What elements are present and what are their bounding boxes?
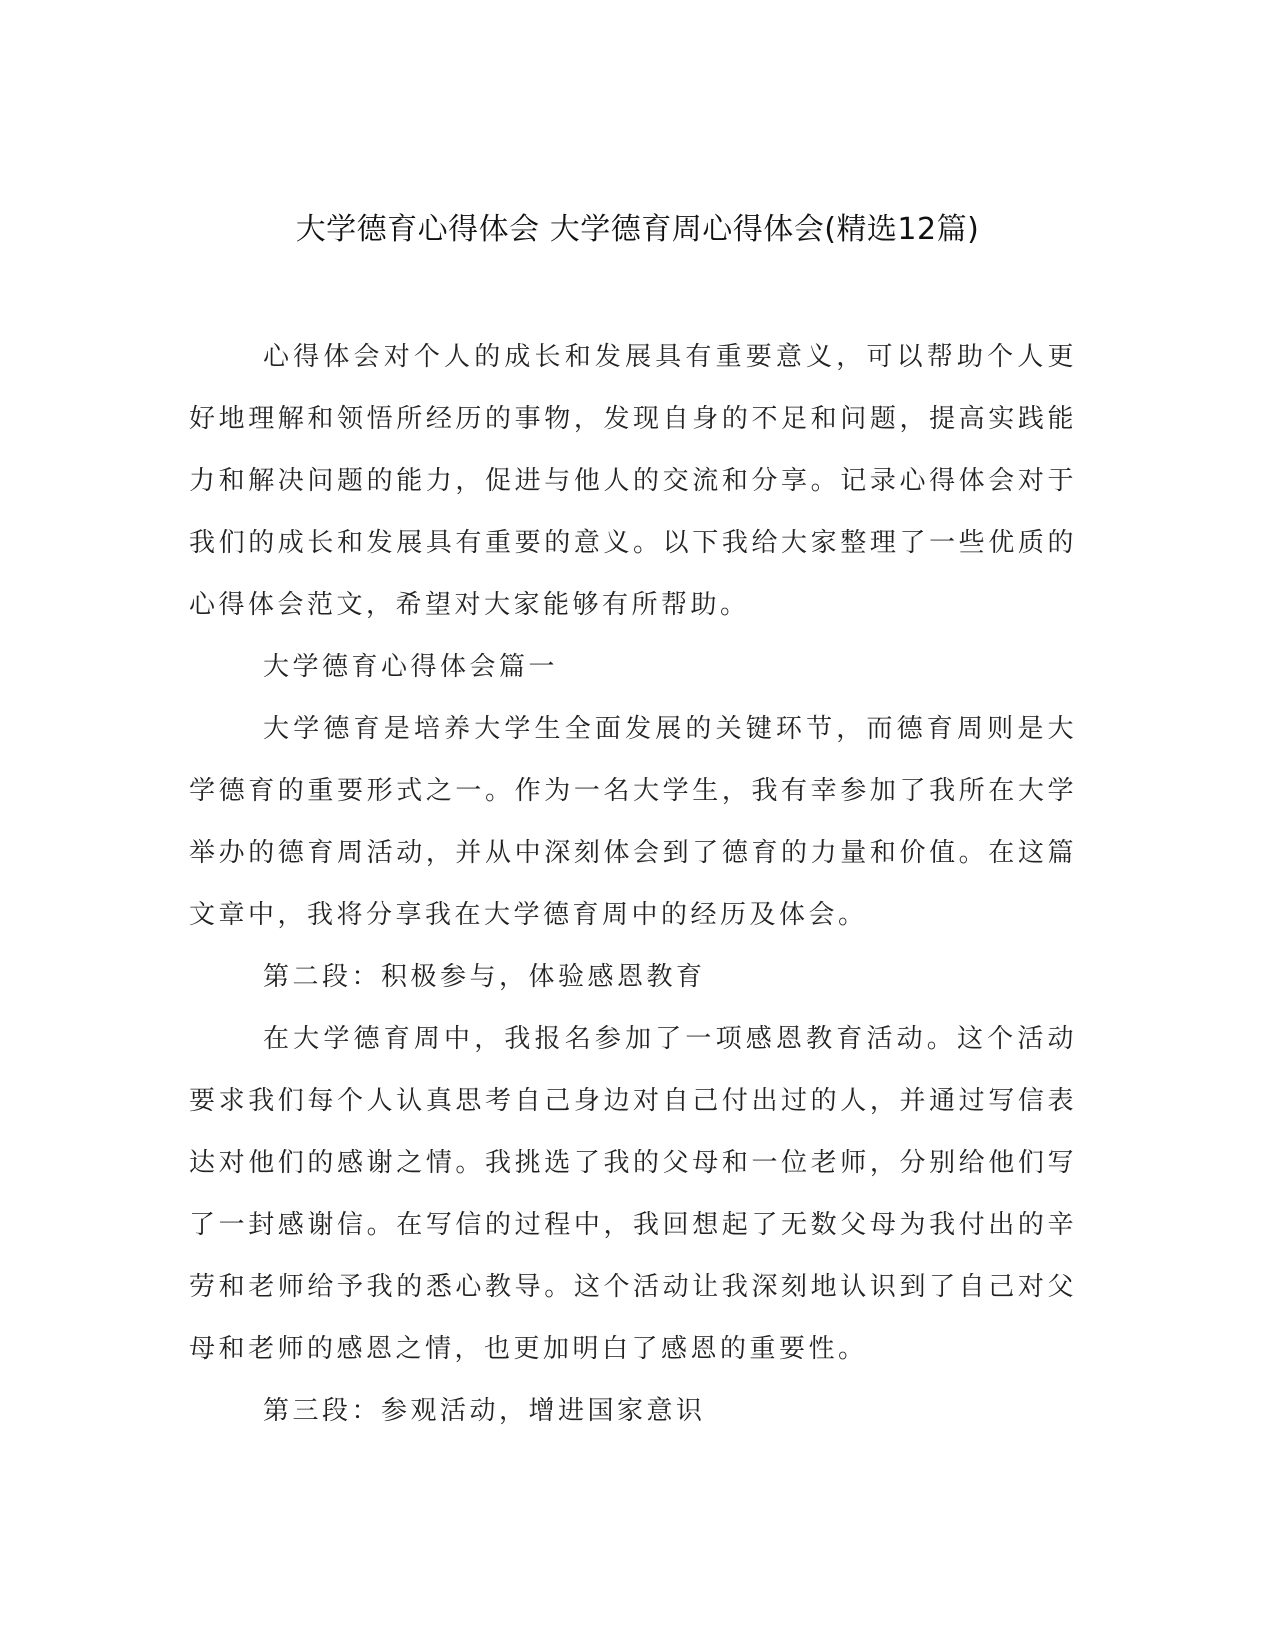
- section-heading-second: 第二段：积极参与，体验感恩教育: [263, 962, 706, 992]
- part-one-paragraph: 大学德育是培养大学生全面发展的关键环节，而德育周则是大学德育的重要形式之一。作为一名大学生，我有幸参加了我所在大学举办的德育周活动，并从中深刻体会到了德育的力量和价值。在这篇文章中，我将分享我在大学德育周中的经历及体会。: [189, 714, 1077, 930]
- document-body: [189, 326, 1077, 1442]
- section-heading-third: 第三段：参观活动，增进国家意识: [263, 1396, 706, 1426]
- second-section-paragraph: 在大学德育周中，我报名参加了一项感恩教育活动。这个活动要求我们每个人认真思考自己身边对自己付出过的人，并通过写信表达对他们的感谢之情。我挑选了我的父母和一位老师，分别给他们写了一封感谢信。在写信的过程中，我回想起了无数父母为我付出的辛劳和老师给予我的悉心教导。这个活动让我深刻地认识到了自己对父母和老师的感恩之情，也更加明白了感恩的重要性。: [189, 1024, 1077, 1364]
- document-title: 大学德育心得体会 大学德育周心得体会(精选12篇): [295, 212, 980, 247]
- intro-paragraph: 心得体会对个人的成长和发展具有重要意义，可以帮助个人更好地理解和领悟所经历的事物，发现自身的不足和问题，提高实践能力和解决问题的能力，促进与他人的交流和分享。记录心得体会对于我们的成长和发展具有重要的意义。以下我给大家整理了一些优质的心得体会范文，希望对大家能够有所帮助。: [189, 342, 1077, 620]
- section-heading-part-one: 大学德育心得体会篇一: [263, 652, 559, 682]
